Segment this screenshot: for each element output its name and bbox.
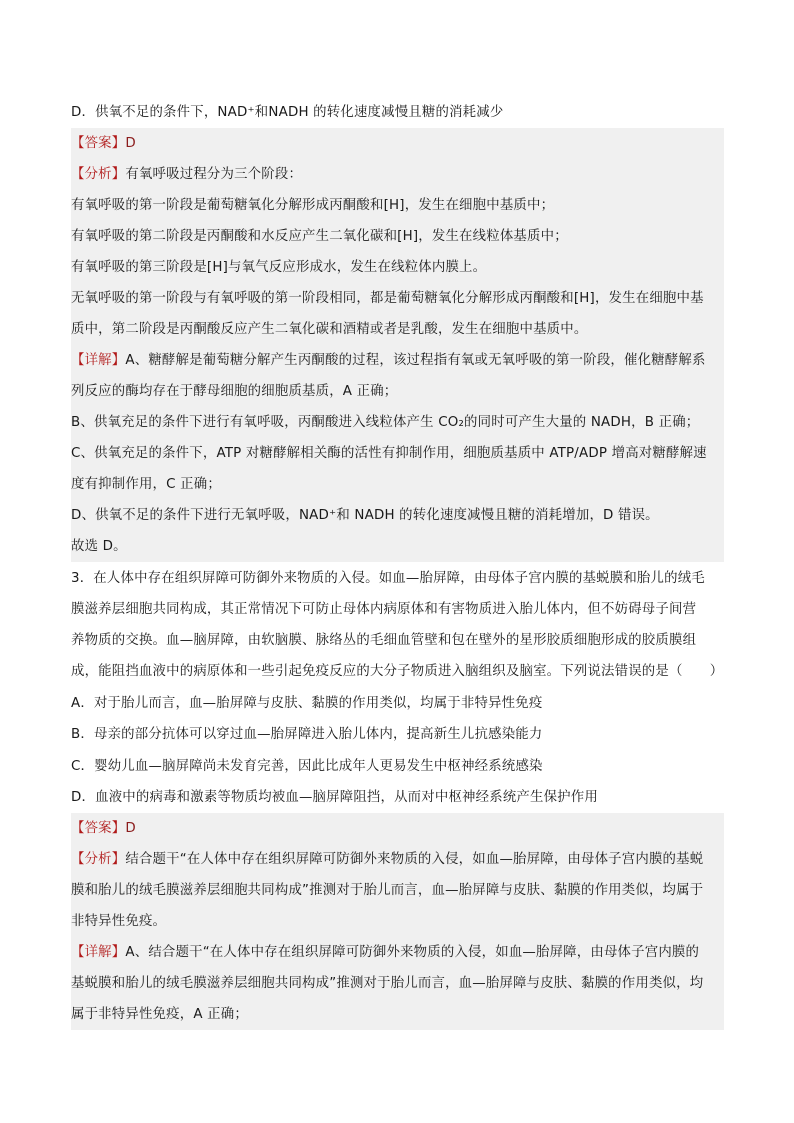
- analysis-line: 结合题干“在人体中存在组织屏障可防御外来物质的入侵，如血—胎屏障，由母体子宫内膜的基蜕: [125, 852, 704, 867]
- detail-tag: 【详解】: [71, 945, 126, 960]
- q2-analysis-row: [71, 159, 724, 190]
- q2-option-d: D．供氧不足的条件下，NAD⁺和NADH 的转化速度减慢且糖的消耗减少: [71, 105, 504, 120]
- analysis-tag: 【分析】: [71, 852, 126, 867]
- q3-option-a: A．对于胎儿而言，血—胎屏障与皮肤、黏膜的作用类似，均属于非特异性免疫: [71, 696, 543, 711]
- q2-detail-row: [71, 345, 724, 376]
- detail-line: 基蜕膜和胎儿的绒毛膜滋养层细胞共同构成”推测对于胎儿而言，血—胎屏障与皮肤、黏膜的作用类似，均: [71, 968, 724, 999]
- answer-value: D: [125, 136, 136, 151]
- q3-option-b: B．母亲的部分抗体可以穿过血—胎屏障进入胎儿体内，提高新生儿抗感染能力: [71, 727, 543, 742]
- analysis-line: 非特异性免疫。: [71, 906, 724, 937]
- q3-option-c: C．婴幼儿血—脑屏障尚未发育完善，因此比成年人更易发生中枢神经系统感染: [71, 759, 543, 774]
- q3-stem-line: 成，能阻挡血液中的病原体和一些引起免疫反应的大分子物质进入脑组织及脑室。下列说法错误的是（ ）: [71, 664, 724, 679]
- q3-analysis-row: [71, 844, 724, 875]
- q2-answer-row: [71, 128, 724, 159]
- detail-line: A、结合题干“在人体中存在组织屏障可防御外来物质的入侵，如血—胎屏障，由母体子宫内膜的: [125, 945, 700, 960]
- q3-answer-row: [71, 813, 724, 844]
- q3-stem-line: 养物质的交换。血—脑屏障，由软脑膜、脉络丛的毛细血管壁和包在壁外的星形胶质细胞形成的胶质膜组: [71, 633, 697, 648]
- answer-tag: 【答案】: [71, 136, 126, 151]
- q3-detail-row: [71, 937, 724, 968]
- answer-value: D: [125, 821, 136, 836]
- detail-line: C、供氧充足的条件下，ATP 对糖酵解相关酶的活性有抑制作用，细胞质基质中 ATP/ADP 增高对糖酵解速: [71, 438, 724, 469]
- detail-line: D、供氧不足的条件下进行无氧呼吸，NAD⁺和 NADH 的转化速度减慢且糖的消耗增加，D 错误。: [71, 500, 724, 531]
- analysis-line: 有氧呼吸的第二阶段是丙酮酸和水反应产生二氧化碳和[H]，发生在线粒体基质中；: [71, 221, 724, 252]
- analysis-line: 质中，第二阶段是丙酮酸反应产生二氧化碳和酒精或者是乳酸，发生在细胞中基质中。: [71, 314, 724, 345]
- analysis-line: 有氧呼吸的第三阶段是[H]与氧气反应形成水，发生在线粒体内膜上。: [71, 252, 724, 283]
- q3-stem-line: 膜滋养层细胞共同构成，其正常情况下可防止母体内病原体和有害物质进入胎儿体内，但不妨碍母子间营: [71, 602, 697, 617]
- q3-stem-line: 3．在人体中存在组织屏障可防御外来物质的入侵。如血—胎屏障，由母体子宫内膜的基蜕膜和胎儿的绒毛: [71, 571, 705, 586]
- q3-option-d: D．血液中的病毒和激素等物质均被血—脑屏障阻挡，从而对中枢神经系统产生保护作用: [71, 790, 598, 805]
- analysis-line: 有氧呼吸过程分为三个阶段：: [125, 167, 303, 182]
- detail-line: 故选 D。: [71, 531, 724, 562]
- detail-line: B、供氧充足的条件下进行有氧呼吸，丙酮酸进入线粒体产生 CO₂的同时可产生大量的 NADH，B 正确；: [71, 407, 724, 438]
- analysis-line: 无氧呼吸的第一阶段与有氧呼吸的第一阶段相同，都是葡萄糖氧化分解形成丙酮酸和[H]，发生在细胞中基: [71, 283, 724, 314]
- detail-line: 属于非特异性免疫，A 正确；: [71, 999, 724, 1030]
- detail-line: A、糖酵解是葡萄糖分解产生丙酮酸的过程，该过程指有氧或无氧呼吸的第一阶段，催化糖酵解系: [125, 353, 706, 368]
- detail-line: 度有抑制作用，C 正确；: [71, 469, 724, 500]
- answer-tag: 【答案】: [71, 821, 126, 836]
- analysis-tag: 【分析】: [71, 167, 126, 182]
- analysis-line: 膜和胎儿的绒毛膜滋养层细胞共同构成”推测对于胎儿而言，血—胎屏障与皮肤、黏膜的作用类似，均属于: [71, 875, 724, 906]
- analysis-line: 有氧呼吸的第一阶段是葡萄糖氧化分解形成丙酮酸和[H]，发生在细胞中基质中；: [71, 190, 724, 221]
- detail-line: 列反应的酶均存在于酵母细胞的细胞质基质，A 正确；: [71, 376, 724, 407]
- detail-tag: 【详解】: [71, 353, 126, 368]
